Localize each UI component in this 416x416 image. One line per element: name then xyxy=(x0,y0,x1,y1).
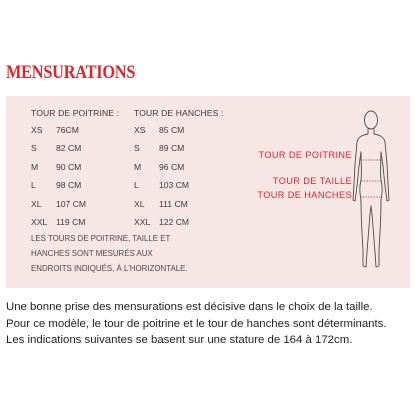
hips-value: 111 CM xyxy=(159,198,188,209)
measurement-note: LES TOURS DE POITRINE, TAILLE ET HANCHES SONT MESURÉS AUX ENDROITS INDIQUÉS, À L'HORIZONTALE. xyxy=(31,234,188,273)
hips-value: 103 CM xyxy=(159,180,190,191)
description-line: Pour ce modèle, le tour de poitrine et le tour de hanches sont déterminants. xyxy=(6,317,387,330)
hips-value: 96 CM xyxy=(159,161,185,172)
hips-value: 89 CM xyxy=(159,143,185,154)
page-title: MENSURATIONS xyxy=(6,62,136,83)
waist-measure-label: TOUR DE TAILLE xyxy=(272,176,352,186)
chest-value: 119 CM xyxy=(56,216,86,227)
size-label: XXL xyxy=(31,216,48,227)
size-label: L xyxy=(31,180,36,191)
body-silhouette-icon xyxy=(346,102,394,282)
size-label: L xyxy=(134,180,139,191)
chest-value: 76CM xyxy=(56,125,79,135)
hips-column-header: TOUR DE HANCHES : xyxy=(134,108,224,118)
hips-value: 122 CM xyxy=(159,216,190,227)
size-label: M xyxy=(134,161,142,172)
chest-measure-label: TOUR DE POITRINE xyxy=(258,150,352,160)
size-label: XXL xyxy=(134,216,151,227)
size-label: XS xyxy=(31,125,43,135)
size-description xyxy=(6,299,414,349)
size-label: XL xyxy=(134,198,145,209)
size-label: XL xyxy=(31,198,42,209)
measurements-panel xyxy=(6,96,410,288)
hips-value: 85 CM xyxy=(159,125,185,135)
size-label: S xyxy=(134,143,140,154)
chest-value: 90 CM xyxy=(56,161,82,172)
description-line: Les indications suivantes se basent sur une stature de 164 à 172cm. xyxy=(6,334,353,347)
chest-column-header: TOUR DE POITRINE : xyxy=(31,108,120,118)
chest-value: 98 CM xyxy=(56,180,82,191)
chest-value: 107 CM xyxy=(56,198,87,209)
size-label: XS xyxy=(134,125,146,135)
size-label: S xyxy=(31,143,37,154)
description-line: Une bonne prise des mensurations est décisive dans le choix de la taille. xyxy=(6,301,373,313)
hips-measure-label: TOUR DE HANCHES xyxy=(257,190,352,200)
chest-value: 82 CM xyxy=(56,143,82,154)
size-label: M xyxy=(31,161,39,172)
